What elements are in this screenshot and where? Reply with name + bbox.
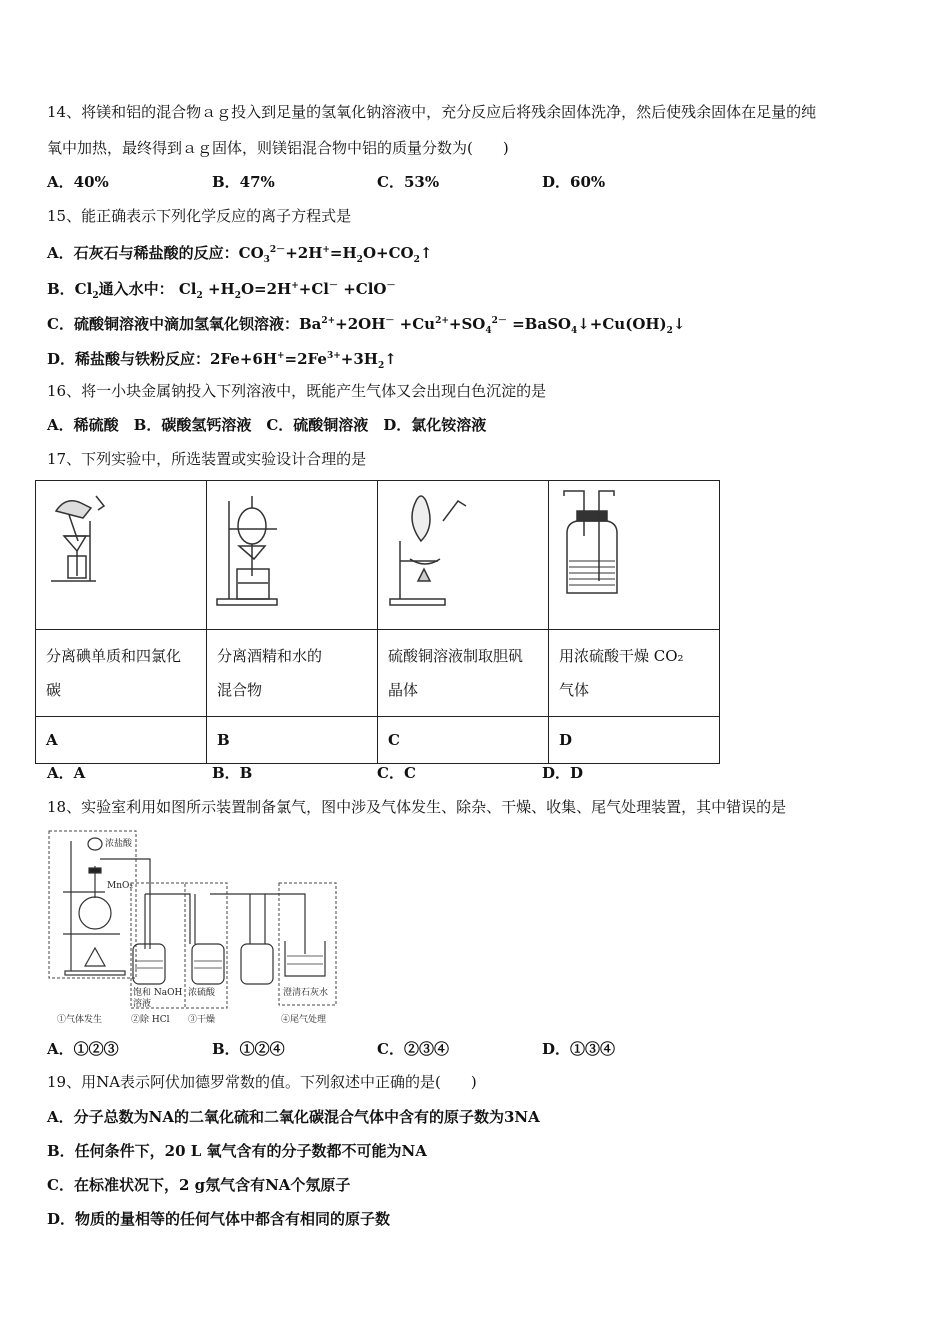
- label-mno2: MnO₂: [107, 881, 133, 891]
- desc-b: [207, 630, 378, 717]
- q14-option-c: C．53%: [377, 173, 440, 191]
- formula-sub: 2: [666, 326, 673, 336]
- q17-option-a: A．A: [47, 764, 86, 782]
- q14-option-b: B．47%: [212, 173, 275, 191]
- desc-c: [378, 630, 549, 717]
- formula-text: +SO: [448, 315, 486, 333]
- desc-a: [36, 630, 207, 717]
- q15-option-a: [47, 240, 432, 270]
- desc-a-line1: 分离碘单质和四氯化: [46, 647, 182, 665]
- gas-washing-bottle-icon: [549, 481, 719, 625]
- apparatus-c-evaporation: [378, 481, 549, 630]
- q16-stem: 16、将一小块金属钠投入下列溶液中，既能产生气体又会出现白色沉淀的是: [47, 382, 547, 400]
- evaporation-apparatus-icon: [378, 481, 548, 625]
- q19-option-d: D．物质的量相等的任何气体中都含有相同的原子数: [47, 1210, 391, 1228]
- q17-option-d: D．D: [542, 764, 584, 782]
- formula-text: +2OH: [335, 315, 386, 333]
- q16-options: A．稀硫酸 B．碳酸氢钙溶液 C．硫酸铜溶液 D．氯化铵溶液: [47, 416, 487, 434]
- desc-b-line2: 混合物: [217, 681, 263, 699]
- label-conc-hcl: 浓盐酸: [105, 839, 133, 849]
- formula-sup: +: [277, 351, 285, 361]
- formula-sub: 2: [234, 291, 241, 301]
- q14-stem-line1: 14、将镁和铝的混合物ａｇ投入到足量的氢氧化钠溶液中，充分反应后将残余固体洗净，然后使残余固体在足量的纯: [47, 103, 817, 121]
- letter-a: A: [36, 717, 207, 764]
- caption-tail-gas: ④尾气处理: [281, 1015, 327, 1025]
- apparatus-d-gas-washing-bottle: [549, 481, 720, 630]
- formula-text: =2Fe: [284, 350, 327, 368]
- desc-c-line2: 晶体: [388, 681, 419, 699]
- q18-stem: 18、实验室利用如图所示装置制备氯气，图中涉及气体发生、除杂、干燥、收集、尾气处理装置，其中错误的是: [47, 798, 787, 816]
- formula-text: =BaSO: [506, 315, 571, 333]
- formula-text: ↑: [384, 350, 397, 368]
- formula-text: A．石灰石与稀盐酸的反应：CO: [47, 244, 264, 262]
- q19-option-b: B．任何条件下，20 L 氧气含有的分子数都不可能为NA: [47, 1142, 427, 1160]
- desc-d: [549, 630, 720, 717]
- formula-sup: 2+: [321, 316, 336, 326]
- formula-text: +Cl: [298, 280, 329, 298]
- formula-text: ↓+Cu(OH): [577, 315, 667, 333]
- label-conc-h2so4: 浓硫酸: [188, 988, 216, 998]
- letter-c: C: [378, 717, 549, 764]
- apparatus-b-separatory-funnel: [207, 481, 378, 630]
- q19-option-a: A．分子总数为NA的二氧化硫和二氧化碳混合气体中含有的原子数为3NA: [47, 1108, 540, 1126]
- q18-option-d: D．①③④: [542, 1040, 616, 1058]
- q15-option-c: [47, 311, 686, 341]
- q18-option-c: C．②③④: [377, 1040, 449, 1058]
- letter-d: D: [549, 717, 720, 764]
- q19-stem: 19、用NA表示阿伏加德罗常数的值。下列叙述中正确的是( ): [47, 1073, 477, 1091]
- q18-option-a: A．①②③: [47, 1040, 119, 1058]
- formula-sup: +: [322, 245, 330, 255]
- formula-sub: 2: [413, 255, 420, 265]
- label-naoh-line1: 饱和 NaOH: [133, 988, 183, 998]
- q17-stem: 17、下列实验中，所选装置或实验设计合理的是: [47, 450, 367, 468]
- formula-text: +Cu: [394, 315, 436, 333]
- formula-text: ↓: [672, 315, 686, 333]
- formula-text: O=2H: [240, 280, 292, 298]
- q17-option-c: C．C: [377, 764, 416, 782]
- formula-sup: －: [385, 316, 395, 326]
- formula-text: +H: [202, 280, 235, 298]
- q19-option-c: C．在标准状况下，2 g氖气含有NA个氖原子: [47, 1176, 351, 1194]
- formula-sub: 2: [377, 361, 385, 371]
- formula-sub: 2: [196, 291, 203, 301]
- formula-text: D．稀盐酸与铁粉反应：2Fe+6H: [47, 350, 277, 368]
- letter-b: B: [207, 717, 378, 764]
- formula-text: O+CO: [362, 244, 414, 262]
- formula-text: B．Cl: [47, 280, 93, 298]
- chlorine-apparatus-diagram: [45, 826, 345, 1026]
- formula-sup: －: [386, 281, 396, 291]
- q17-experiment-table: [35, 480, 720, 764]
- formula-sup: 2－: [491, 316, 507, 326]
- label-naoh-line2: 溶液: [133, 999, 152, 1009]
- formula-text: =H: [329, 244, 357, 262]
- formula-text: ↑: [419, 244, 433, 262]
- formula-sup: 2－: [269, 245, 286, 255]
- q14-stem-line2: 氧中加热，最终得到ａｇ固体，则镁铝混合物中铝的质量分数为( ): [47, 139, 509, 157]
- desc-b-line1: 分离酒精和水的: [217, 647, 323, 665]
- caption-remove-hcl: ②除 HCl: [131, 1015, 170, 1025]
- formula-text: +3H: [340, 350, 378, 368]
- formula-sup: +: [291, 281, 299, 291]
- q14-option-a: A．40%: [47, 173, 109, 191]
- formula-text: +2H: [285, 244, 323, 262]
- formula-sub: 4: [485, 326, 492, 336]
- desc-a-line2: 碳: [46, 681, 62, 699]
- desc-c-line1: 硫酸铜溶液制取胆矾: [388, 647, 524, 665]
- q14-option-d: D．60%: [542, 173, 606, 191]
- formula-text: C．硫酸铜溶液中滴加氢氧化钡溶液：Ba: [47, 315, 322, 333]
- q15-option-b: [47, 276, 396, 306]
- apparatus-a-funnel-filtration: [36, 481, 207, 630]
- formula-sup: 2+: [435, 316, 449, 326]
- desc-d-line2: 气体: [559, 681, 590, 699]
- q15-option-d: [47, 346, 397, 376]
- q15-stem: 15、能正确表示下列化学反应的离子方程式是: [47, 207, 352, 225]
- q18-option-b: B．①②④: [212, 1040, 285, 1058]
- formula-sub: 2: [356, 255, 363, 265]
- formula-sub: 3: [263, 255, 270, 265]
- formula-sub: 2: [92, 291, 99, 301]
- q17-option-b: B．B: [212, 764, 253, 782]
- formula-sub: 4: [570, 326, 578, 336]
- label-limewater: 澄清石灰水: [283, 988, 329, 998]
- formula-text: +ClO: [338, 280, 387, 298]
- formula-sup: －: [328, 281, 338, 291]
- separatory-funnel-icon: [207, 481, 377, 625]
- caption-drying: ③干燥: [188, 1015, 216, 1025]
- formula-text: 通入水中： Cl: [98, 280, 197, 298]
- desc-d-line1: 用浓硫酸干燥 CO₂: [559, 647, 684, 665]
- filtration-apparatus-icon: [36, 481, 206, 625]
- formula-sup: 3+: [326, 351, 341, 361]
- caption-gas-generation: ①气体发生: [57, 1015, 103, 1025]
